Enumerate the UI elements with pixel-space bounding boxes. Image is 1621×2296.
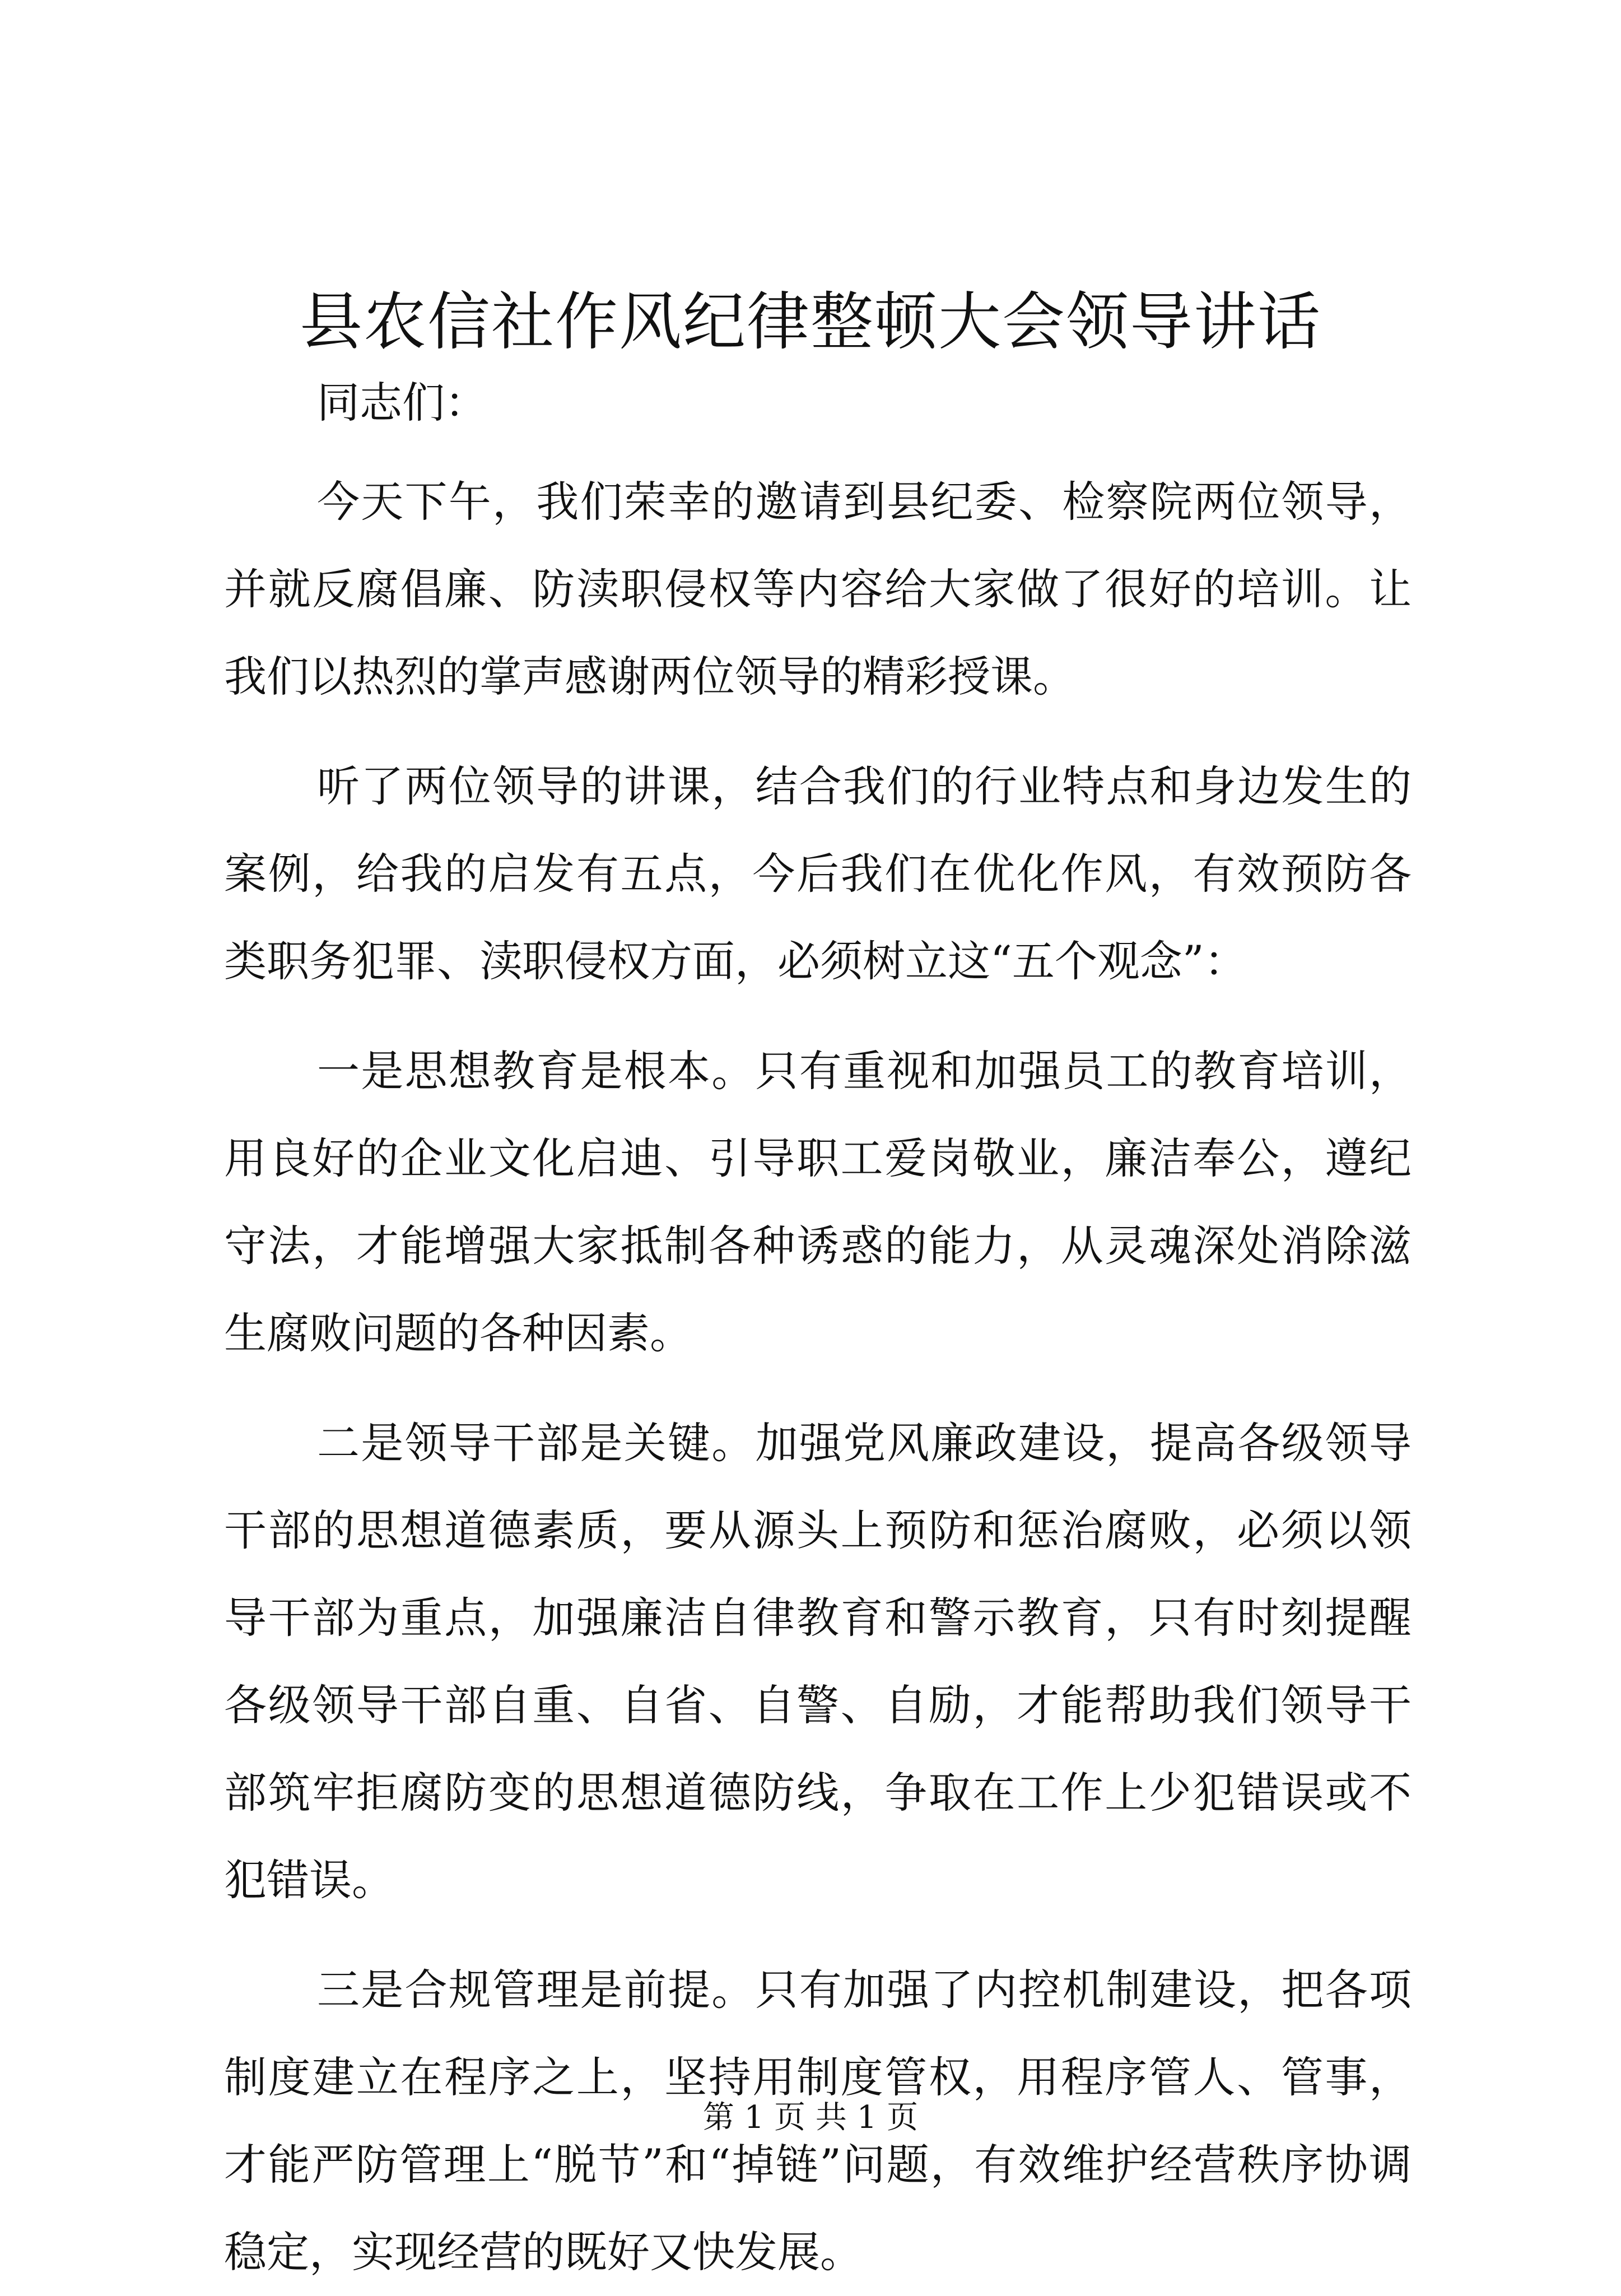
paragraph-point-two: 二是领导干部是关键。加强党风廉政建设，提高各级领导干部的思想道德素质，要从源头上预防和惩治腐败，必须以领导干部为重点，加强廉洁自律教育和警示教育，只有时刻提醒各级领导干部自重、自省、自警、自励，才能帮助我们领导干部筑牢拒腐防变的思想道德防线，争取在工作上少犯错误或不犯错误。 <box>224 1418 1412 1905</box>
salutation: 同志们： <box>317 378 487 427</box>
paragraph-point-three: 三是合规管理是前提。只有加强了内控机制建设，把各项制度建立在程序之上，坚持用制度管权，用程序管人、管事，才能严防管理上“脱节”和“掉链”问题，有效维护经营秩序协调稳定，实现经营的既好又快发展。 <box>224 1965 1412 2277</box>
paragraph-five-concepts: 听了两位领导的讲课，结合我们的行业特点和身边发生的案例，给我的启发有五点，今后我们在优化作风，有效预防各类职务犯罪、渎职侵权方面，必须树立这“五个观念”： <box>224 761 1412 986</box>
document-title: 县农信社作风纪律整顿大会领导讲话 <box>300 286 1321 359</box>
page-number-footer: 第 1 页 共 1 页 <box>702 2099 919 2136</box>
document-body <box>224 370 1412 2296</box>
paragraph-point-one: 一是思想教育是根本。只有重视和加强员工的教育培训，用良好的企业文化启迪、引导职工爱岗敬业，廉洁奉公，遵纪守法，才能增强大家抵制各种诱惑的能力，从灵魂深处消除滋生腐败问题的各种因素。 <box>224 1046 1412 1358</box>
paragraph-intro: 今天下午，我们荣幸的邀请到县纪委、检察院两位领导，并就反腐倡廉、防渎职侵权等内容给大家做了很好的培训。让我们以热烈的掌声感谢两位领导的精彩授课。 <box>224 477 1412 701</box>
